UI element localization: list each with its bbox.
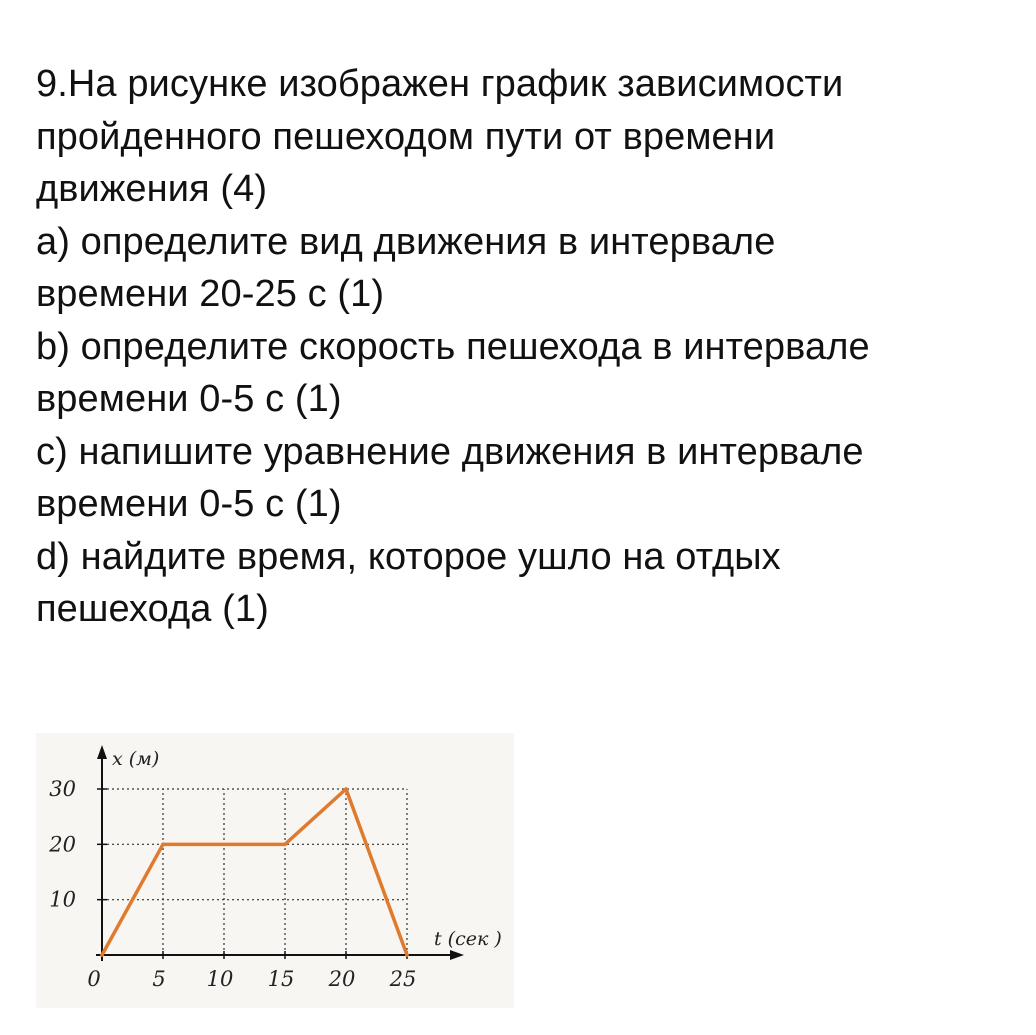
y-tick-label: 10 — [49, 887, 76, 912]
data-point — [100, 953, 104, 957]
question-a-cont: времени 20-25 с (1) — [36, 273, 385, 315]
question-b-cont: времени 0-5 с (1) — [36, 378, 342, 420]
question-c: c) напишите уравнение движения в интервале — [36, 430, 864, 473]
y-axis-arrow — [97, 745, 107, 759]
x-tick-label: 15 — [267, 967, 295, 991]
task-line: движения (4) — [36, 168, 268, 210]
data-point — [283, 843, 287, 847]
question-d-cont: пешехода (1) — [36, 588, 269, 630]
x-tick-label: 25 — [389, 967, 417, 991]
x-tick-label: 0 — [87, 967, 101, 991]
x-axis-label: t (сек ) — [434, 928, 502, 950]
x-axis-arrow — [450, 950, 464, 960]
question-d: d) найдите время, которое ушло на отдых — [36, 535, 781, 578]
y-axis-label: x (м) — [112, 748, 160, 770]
y-tick-label: 20 — [49, 832, 76, 857]
question-b: b) определите скорость пешехода в интервале — [36, 325, 870, 368]
question-a: a) определите вид движения в интервале — [36, 220, 776, 263]
y-tick-label: 30 — [49, 777, 76, 801]
task-line: пройденного пешеходом пути от времени — [36, 115, 776, 158]
data-line — [102, 789, 407, 955]
chart-svg — [36, 733, 514, 1008]
x-tick-label: 5 — [152, 967, 166, 991]
data-point — [161, 843, 165, 847]
task-line: 9.На рисунке изображен график зависимости — [36, 63, 844, 105]
data-point — [405, 953, 409, 957]
question-c-cont: времени 0-5 с (1) — [36, 483, 342, 525]
distance-time-graph — [36, 733, 514, 1008]
x-tick-label: 10 — [206, 967, 234, 991]
task-text — [36, 58, 1026, 636]
data-point — [344, 787, 348, 791]
x-tick-label: 20 — [328, 967, 356, 991]
